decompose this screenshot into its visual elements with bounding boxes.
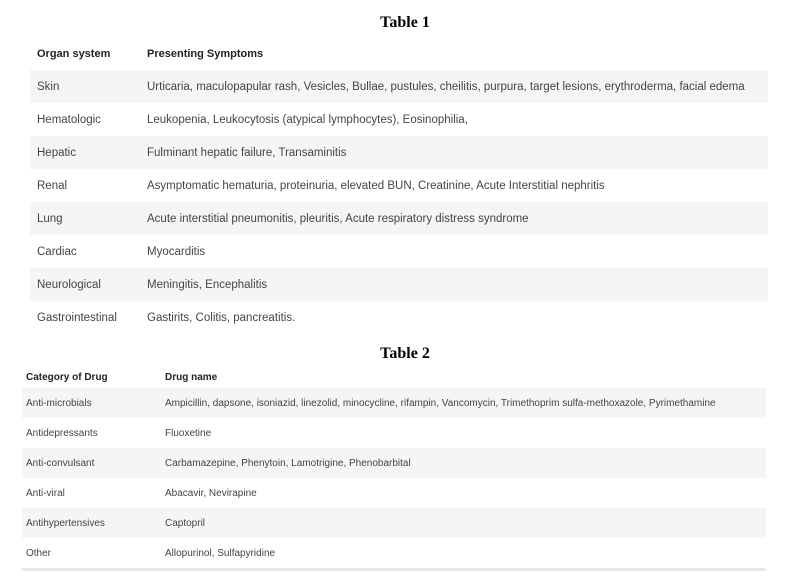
table-row <box>22 418 766 448</box>
table-1-title: Table 1 <box>380 14 430 31</box>
symptoms-cell: Acute interstitial pneumonitis, pleuritis, Acute respiratory distress syndrome <box>138 202 768 235</box>
drug-category-table <box>22 366 766 571</box>
organ-system-cell: Neurological <box>30 268 138 301</box>
drug-name-cell: Fluoxetine <box>165 427 212 439</box>
table-row <box>30 70 768 103</box>
table-2-title: Table 2 <box>380 345 430 362</box>
organ-system-cell: Renal <box>37 179 68 192</box>
symptoms-cell: Urticaria, maculopapular rash, Vesicles, Bullae, pustules, cheilitis, purpura, target lesions, erythroderma, facial edema <box>138 70 768 103</box>
table-row <box>22 538 766 570</box>
organ-system-cell: Skin <box>30 70 138 103</box>
drug-category-cell: Anti-viral <box>26 487 65 499</box>
drug-name-cell: Allopurinol, Sulfapyridine <box>157 538 766 570</box>
table-header-row <box>22 366 766 388</box>
table-header-row <box>30 37 768 70</box>
organ-system-table <box>30 37 768 334</box>
drug-category-cell: Antidepressants <box>26 427 98 439</box>
drug-category-cell: Antihypertensives <box>22 508 157 538</box>
organ-system-cell: Hepatic <box>30 136 138 169</box>
organ-system-cell: Cardiac <box>37 245 77 258</box>
drug-name-cell: Abacavir, Nevirapine <box>165 487 257 499</box>
table-row <box>30 202 768 235</box>
table-row <box>30 268 768 301</box>
drug-category-cell: Anti-convulsant <box>22 448 157 478</box>
column-header-drug-name: Drug name <box>165 371 218 383</box>
symptoms-cell: Fulminant hepatic failure, Transaminitis <box>138 136 768 169</box>
drug-name-cell: Captopril <box>157 508 766 538</box>
table-row <box>30 103 768 136</box>
table-row <box>22 478 766 508</box>
organ-system-cell: Lung <box>30 202 138 235</box>
drug-category-cell: Anti-microbials <box>22 388 157 418</box>
table-row <box>30 136 768 169</box>
column-header-category-of-drug: Category of Drug <box>26 371 108 383</box>
table-row <box>22 508 766 538</box>
table-row <box>22 448 766 478</box>
table-row <box>22 388 766 418</box>
symptoms-cell: Asymptomatic hematuria, proteinuria, elevated BUN, Creatinine, Acute Interstitial nephritis <box>147 179 605 192</box>
symptoms-cell: Myocarditis <box>147 245 206 258</box>
column-header-presenting-symptoms: Presenting Symptoms <box>147 47 264 60</box>
organ-system-cell: Gastrointestinal <box>37 311 117 324</box>
column-header-organ-system: Organ system <box>37 47 111 60</box>
symptoms-cell: Meningitis, Encephalitis <box>138 268 768 301</box>
table-row <box>30 301 768 334</box>
symptoms-cell: Gastirits, Colitis, pancreatitis. <box>147 311 296 324</box>
symptoms-cell: Leukopenia, Leukocytosis (atypical lymphocytes), Eosinophilia, <box>147 113 468 126</box>
drug-name-cell: Ampicillin, dapsone, isoniazid, linezolid, minocycline, rifampin, Vancomycin, Trimethoprim sulfa-methoxazole, Pyrimethamine <box>157 388 766 418</box>
drug-name-cell: Carbamazepine, Phenytoin, Lamotrigine, Phenobarbital <box>157 448 766 478</box>
drug-category-cell: Other <box>22 538 157 570</box>
organ-system-cell: Hematologic <box>37 113 101 126</box>
table-row <box>30 235 768 268</box>
table-row <box>30 169 768 202</box>
